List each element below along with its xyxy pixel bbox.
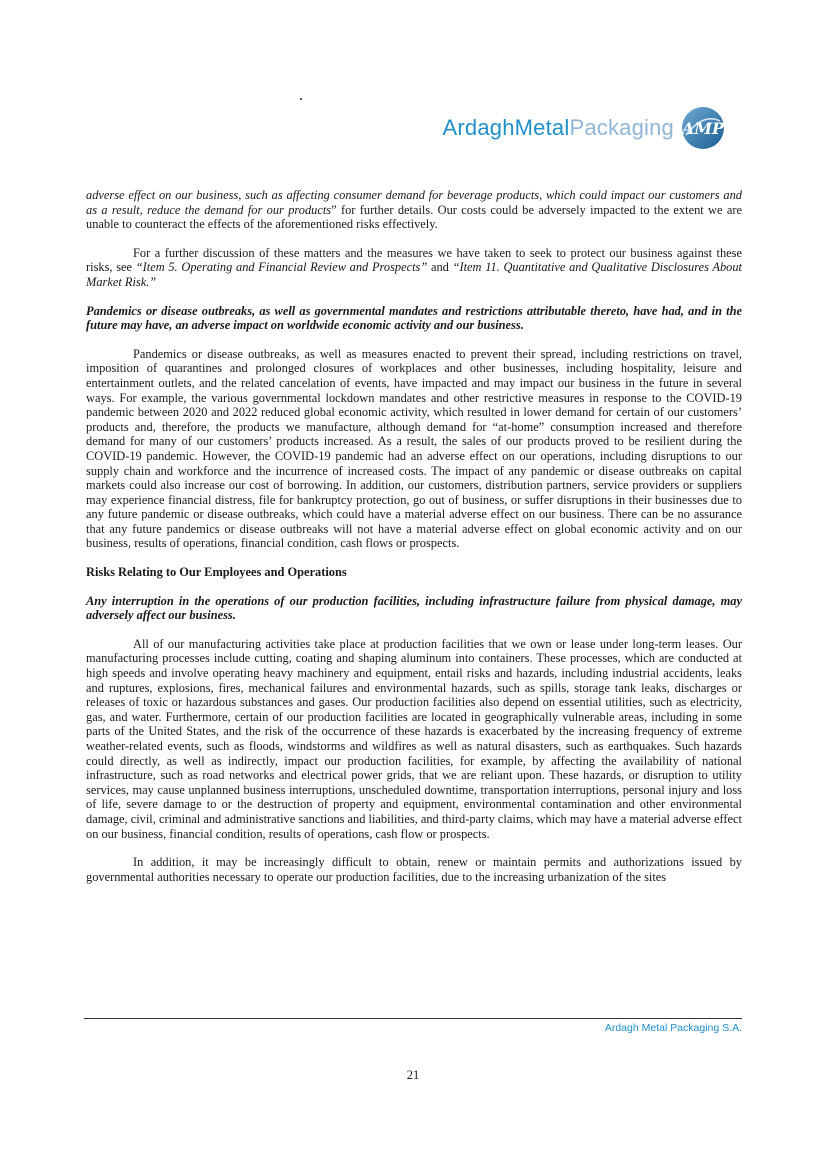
further-discussion-text-b: and: [427, 260, 453, 275]
paragraph-permits: In addition, it may be increasingly difficult to obtain, renew or maintain permits and authorizations issued by governmental authorities necessary to operate our production facilities, due to the increasing urbanization of the sites: [86, 855, 742, 884]
footer-brand: Ardagh Metal Packaging S.A.: [604, 1022, 742, 1034]
logo-mark-letters: AMP: [681, 119, 725, 138]
stray-dot: [300, 98, 302, 100]
continuation-rest: ” for further details. Our costs could be adversely impacted to the extent we are unable to counteract the effects of the aforementioned risks effectively.: [86, 202, 742, 232]
company-logo: [443, 100, 727, 156]
footer-divider: [84, 1018, 742, 1019]
continuation-italic: adverse effect on our business, such as affecting consumer demand for beverage products, which could impact our customers and as a result, reduce the demand for our products: [86, 188, 742, 217]
logo-wordmark: [443, 115, 675, 141]
risk-heading-pandemics: Pandemics or disease outbreaks, as well as governmental mandates and restrictions attributable thereto, have had, and in the future may have, an adverse impact on worldwide economic activity and our business.: [86, 303, 742, 333]
paragraph-further-discussion: [86, 246, 742, 290]
logo-word-metal: Metal: [514, 115, 570, 140]
reference-item-5: “Item 5. Operating and Financial Review and Prospects”: [135, 260, 428, 275]
further-discussion-text-a: For a further discussion of these matters and the measures we have taken to seek to protect our business against these risks, see: [86, 245, 742, 275]
paragraph-pandemics: Pandemics or disease outbreaks, as well as measures enacted to prevent their spread, including restrictions on travel, imposition of quarantines and prolonged closures of workplaces and other businesses, including hospitality, leisure and entertainment outlets, and the related cancelation of events, have impacted and may impact our business in the future in several ways. For example, the various governmental lockdown mandates and other restrictive measures in response to the COVID-19 pandemic between 2020 and 2022 reduced global economic activity, which resulted in lower demand for certain of our customers’ products and, therefore, the products we manufacture, although demand for “at-home” consumption increased and therefore demand for many of our customers’ products increased. As a result, the sales of our products proved to be resilient during the COVID-19 pandemic. However, the COVID-19 pandemic had an adverse effect on our operations, including disruptions to our supply chain and workforce and the incurrence of increased costs. The impact of any pandemic or disease outbreaks on capital markets could also increase our cost of borrowing. In addition, our customers, distribution partners, service providers or suppliers may experience financial distress, file for bankruptcy protection, go out of business, or suffer disruptions in their businesses due to any future pandemic or disease outbreaks, which could have a material adverse effect on our business. There can be no assurance that any future pandemics or disease outbreaks will not have a material adverse effect on global economic activity and on our business, results of operations, financial condition, cash flows or prospects.: [86, 346, 742, 551]
logo-word-ardagh: Ardagh: [442, 115, 515, 140]
risk-heading-production: Any interruption in the operations of our production facilities, including infrastructure failure from physical damage, may adversely affect our business.: [86, 593, 742, 623]
section-title: Risks Relating to Our Employees and Operations: [86, 565, 347, 580]
document-body: [86, 188, 742, 898]
amp-logo-icon: [680, 105, 726, 151]
paragraph-continuation: [86, 188, 742, 232]
page-number: 21: [406, 1068, 420, 1082]
logo-word-packaging: Packaging: [569, 115, 674, 140]
paragraph-production: All of our manufacturing activities take place at production facilities that we own or lease under long-term leases. Our manufacturing processes include cutting, coating and shaping aluminum into containers. These processes, which are conducted at high speeds and involve operating heavy machinery and equipment, entail risks and hazards, including industrial accidents, leaks and ruptures, explosions, fires, mechanical failures and environmental hazards, such as spills, storage tank leaks, discharges or releases of toxic or hazardous substances and gases. Our production facilities also depend on essential utilities, such as electricity, gas, and water. Furthermore, certain of our production facilities are located in geographically vulnerable areas, including in some parts of the United States, and the risk of the occurrence of these hazards is exacerbated by the increasing frequency of extreme weather-related events, such as floods, windstorms and wildfires as well as natural disasters, such as earthquakes. Such hazards could directly, as well as indirectly, impact our production facilities, for example, by affecting the availability of national infrastructure, such as road networks and electrical power grids, that we are reliant upon. These hazards, or disruption to utility services, may cause unplanned business interruptions, unscheduled downtime, transportation interruptions, personal injury and loss of life, severe damage to or the destruction of property and equipment, environmental contamination and other environmental damage, civil, criminal and administrative sanctions and liabilities, and third-party claims, which may have a material adverse effect on our business, financial condition, results of operations, cash flow or prospects.: [86, 636, 742, 841]
reference-item-11: “Item 11. Quantitative and Qualitative Disclosures About Market Risk.”: [86, 260, 742, 289]
